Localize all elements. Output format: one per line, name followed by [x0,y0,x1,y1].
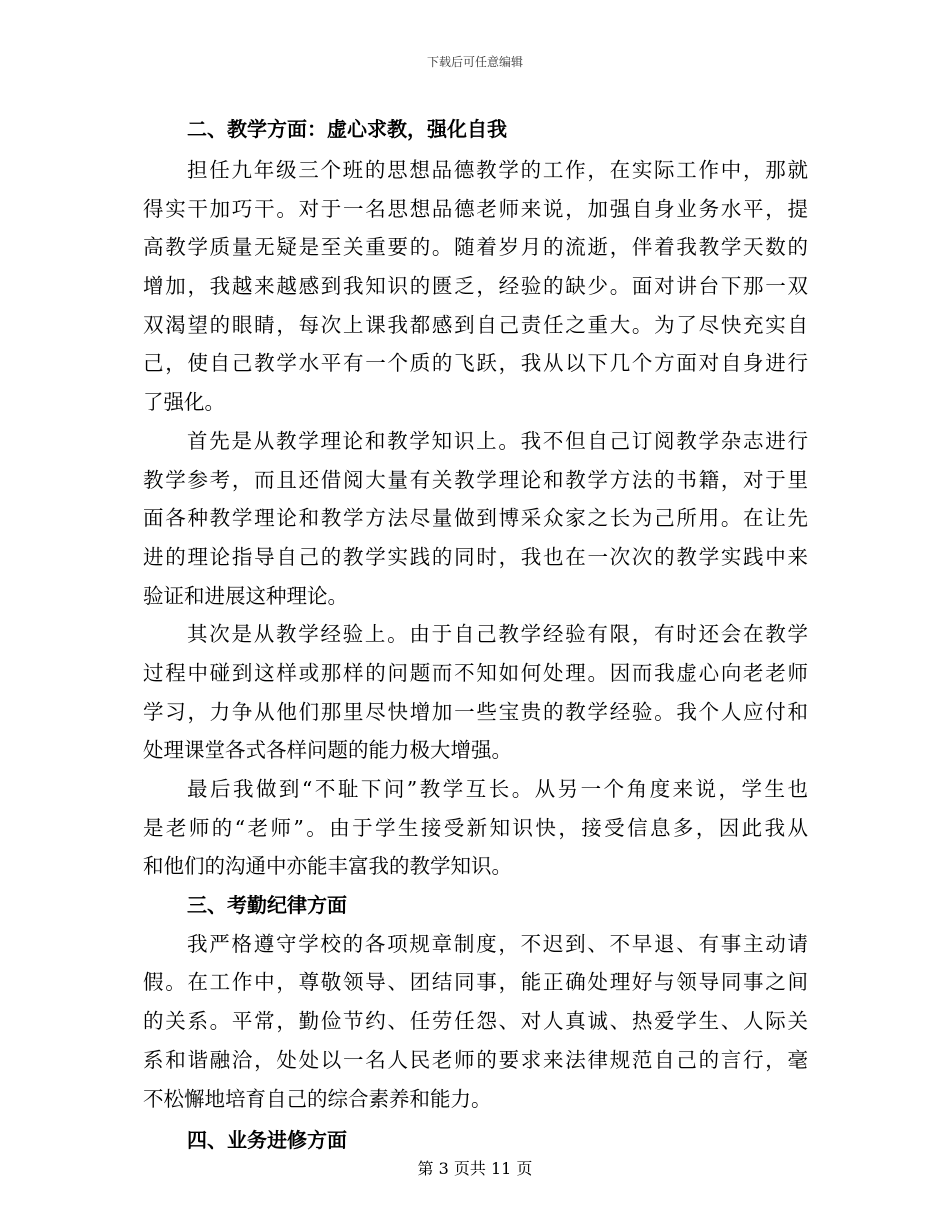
paragraph-attendance [143,925,808,1118]
text-line: 高教学质量无疑是至关重要的。随着岁月的流逝，伴着我教学天数的 [143,235,808,260]
text-line: 验证和进展这种理论。 [143,583,348,608]
text-line: 教学参考，而且还借阅大量有关教学理论和教学方法的书籍，对于里 [143,467,808,492]
text-line: 不松懈地培育自己的综合素养和能力。 [143,1086,492,1111]
text-line: 系和谐融洽，处处以一名人民老师的要求来法律规范自己的言行，毫 [143,1047,808,1072]
document-body [143,107,808,1162]
header-note: 下载后可任意编辑 [426,55,523,69]
paragraph-teaching-learning [143,770,808,886]
text-line: 处理课堂各式各样问题的能力极大增强。 [143,738,512,763]
text-line: 己，使自己教学水平有一个质的飞跃，我从以下几个方面对自身进行 [143,351,808,376]
text-line: 学习，力争从他们那里尽快增加一些宝贵的教学经验。我个人应付和 [143,699,808,724]
text-line: 是老师的“老师”。由于学生接受新知识快，接受信息多，因此我从 [143,815,808,840]
paragraph-teaching-intro [143,151,808,422]
text-line: 的关系。平常，勤俭节约、任劳任怨、对人真诚、热爱学生、人际关 [143,1009,808,1034]
text-line: 了强化。 [143,390,225,415]
text-line: 假。在工作中，尊敬领导、团结同事，能正确处理好与领导同事之间 [143,970,808,995]
text-line: 首先是从教学理论和教学知识上。我不但自己订阅教学杂志进行 [187,428,808,453]
text-line: 和他们的沟通中亦能丰富我的教学知识。 [143,854,512,879]
page-number: 第 3 页共 11 页 [417,1159,533,1178]
text-line: 面各种教学理论和教学方法尽量做到博采众家之长为己所用。在让先 [143,506,808,531]
text-line: 担任九年级三个班的思想品德教学的工作，在实际工作中，那就 [187,158,808,182]
text-line: 最后我做到“不耻下问”教学互长。从另一个角度来说，学生也 [187,777,808,801]
text-line: 得实干加巧干。对于一名思想品德老师来说，加强自身业务水平，提 [143,196,808,221]
text-line: 其次是从教学经验上。由于自己教学经验有限，有时还会在教学 [187,622,808,647]
section-heading-study: 四、业务进修方面 [187,1128,347,1153]
paragraph-teaching-theory [143,422,808,615]
text-line: 双渴望的眼睛，每次上课我都感到自己责任之重大。为了尽快充实自 [143,312,808,337]
text-line: 进的理论指导自己的教学实践的同时，我也在一次次的教学实践中来 [143,544,808,569]
section-heading-teaching: 二、教学方面：虚心求教，强化自我 [187,117,507,141]
text-line: 我严格遵守学校的各项规章制度，不迟到、不早退、有事主动请 [187,931,808,956]
text-line: 增加，我越来越感到我知识的匮乏，经验的缺少。面对讲台下那一双 [143,274,808,299]
section-heading-attendance: 三、考勤纪律方面 [187,893,347,918]
paragraph-teaching-experience [143,615,808,770]
text-line: 过程中碰到这样或那样的问题而不知如何处理。因而我虚心向老老师 [143,660,808,685]
